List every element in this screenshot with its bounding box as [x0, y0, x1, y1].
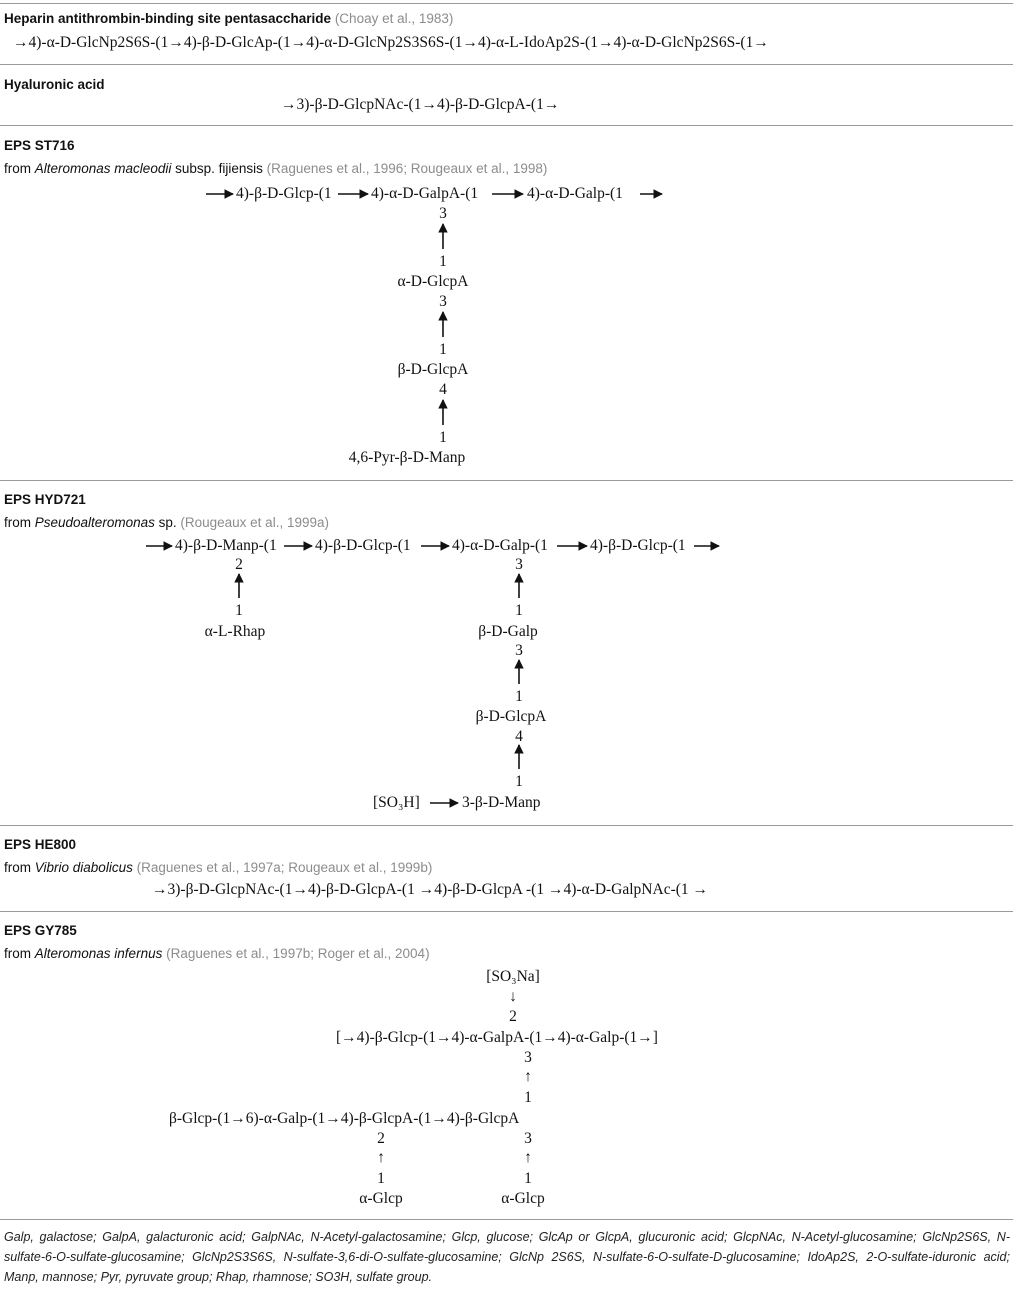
- table-footnote: Galp, galactose; GalpA, galacturonic acid; GalpNAc, N-Acetyl-galactosamine; Glcp, glucose; GlcAp or GlcpA, glucuronic acid; GlcpNAc, N-Acetyl-glucosamine; GlcNp2S6S, N-sulfate-6-O-sulfate-glucosamine; GlcNp2S3S6S, N-sulfate-3,6-di-O-sulfate-glucosamine; GlcNp 2S6S, N-sulfate-6-O-sulfate-D-glucosamine; IdoAp2S, 2-O-sulfate-iduronic acid; Manp, mannose; Pyr, pyruvate group; Rhap, rhamnose; SO3H, sulfate group.: [4, 1230, 1010, 1284]
- hyd721-main-3: 4)-α-D-Galp-(1: [452, 537, 548, 554]
- st716-pos-3b: 3: [439, 293, 447, 310]
- st716-citation-b: Rougeaux et al., 1998: [410, 161, 543, 176]
- gy785-up-arrow-icon: ↑: [524, 1068, 532, 1085]
- hyd721-main-2: 4)-β-D-Glcp-(1: [315, 537, 411, 554]
- hyd721-right-pos-4: 4: [515, 728, 523, 745]
- gy785-citation-b: Roger et al., 2004: [317, 946, 426, 961]
- st716-branch-1: α-D-GlcpA: [397, 273, 469, 290]
- gy785-main: [→4)-β-Glcp-(1→4)-α-GalpA-(1→4)-α-Galp-(1→]: [336, 1029, 658, 1046]
- hyd721-source: from Pseudoalteromonas sp. (Rougeaux et al., 1999a): [4, 515, 329, 530]
- gy785-down-arrow-icon: ↓: [509, 988, 517, 1005]
- hyd721-right-branch-1: β-D-Galp: [478, 623, 538, 640]
- he800-source: from Vibrio diabolicus (Raguenes et al., 1997a; Rougeaux et al., 1999b): [4, 860, 433, 875]
- gy785-pos-3a: 3: [524, 1049, 532, 1066]
- gy785-citation-a: Raguenes et al., 1997b: [170, 946, 311, 961]
- heparin-formula: →4)-α-D-GlcNp2S6S-(1→4)-β-D-GlcAp-(1→4)-α-D-GlcNp2S3S6S-(1→4)-α-L-IdoAp2S-(1→4)-α-D-GlcNp2S6S-(1→: [13, 34, 769, 51]
- gy785-pos-2b: 2: [377, 1130, 385, 1147]
- gy785-pos-3b: 3: [524, 1130, 532, 1147]
- hyd721-left-branch: α-L-Rhap: [204, 623, 266, 640]
- gy785-pos-1a: 1: [524, 1089, 532, 1106]
- st716-pos-1b: 1: [439, 341, 447, 358]
- hyd721-left-pos-2: 2: [235, 556, 243, 573]
- he800-formula: →3)-β-D-GlcpNAc-(1→4)-β-D-GlcpA-(1 →4)-β-D-GlcpA -(1 →4)-α-D-GalpNAc-(1 →: [152, 881, 709, 898]
- hyd721-right-pos-1a: 1: [515, 602, 523, 619]
- st716-pos-1c: 1: [439, 429, 447, 446]
- he800-title: EPS HE800: [4, 837, 77, 852]
- gy785-leaf-2: α-Glcp: [501, 1190, 545, 1207]
- he800-organism: Vibrio diabolicus: [34, 860, 133, 875]
- hyd721-main-4: 4)-β-D-Glcp-(1: [590, 537, 686, 554]
- gy785-side-chain: β-Glcp-(1→6)-α-Galp-(1→4)-β-GlcpA-(1→4)-β-GlcpA: [169, 1110, 520, 1127]
- st716-title: EPS ST716: [4, 138, 75, 153]
- gy785-up-arrow-icon: ↑: [524, 1149, 532, 1166]
- hyd721-main-1: 4)-β-D-Manp-(1: [175, 537, 277, 554]
- hyd721-right-pos-1b: 1: [515, 688, 523, 705]
- st716-branch-2: β-D-GlcpA: [397, 361, 469, 378]
- gy785-pos-2: 2: [509, 1008, 517, 1025]
- hyd721-right-pos-3b: 3: [515, 642, 523, 659]
- gy785-up-arrow-icon: ↑: [377, 1149, 385, 1166]
- hyd721-organism: Pseudoalteromonas: [34, 515, 155, 530]
- gy785-source: from Alteromonas infernus (Raguenes et al., 1997b; Roger et al., 2004): [4, 946, 430, 961]
- hyd721-citation-a: Rougeaux et al., 1999a: [184, 515, 325, 530]
- hyd721-left-pos-1: 1: [235, 602, 243, 619]
- st716-pos-4: 4: [439, 381, 447, 398]
- st716-source: from Alteromonas macleodii subsp. fijiensis (Raguenes et al., 1996; Rougeaux et al., 1998): [4, 161, 548, 176]
- st716-main-3: 4)-α-D-Galp-(1: [527, 185, 623, 202]
- gy785-pos-1c: 1: [524, 1170, 532, 1187]
- gy785-so3na: [SO₃Na]: [486, 968, 540, 985]
- st716-branch-3: 4,6-Pyr-β-D-Manp: [348, 449, 466, 466]
- heparin-citation: (Choay et al., 1983): [334, 11, 454, 26]
- hyaluronic-formula: →3)-β-D-GlcpNAc-(1→4)-β-D-GlcpA-(1→: [281, 96, 560, 113]
- st716-main-1: 4)-β-D-Glcp-(1: [236, 185, 332, 202]
- gy785-leaf-1: α-Glcp: [359, 1190, 403, 1207]
- gy785-organism: Alteromonas infernus: [34, 946, 163, 961]
- he800-citation-b: Rougeaux et al., 1999b: [288, 860, 428, 875]
- st716-pos-3a: 3: [439, 205, 447, 222]
- he800-citation-a: Raguenes et al., 1997a: [141, 860, 281, 875]
- hyd721-right-branch-2: β-D-GlcpA: [475, 708, 547, 725]
- hyd721-right-pos-1c: 1: [515, 773, 523, 790]
- gy785-pos-1b: 1: [377, 1170, 385, 1187]
- hyd721-right-pos-3a: 3: [515, 556, 523, 573]
- st716-organism: Alteromonas macleodii: [34, 161, 172, 176]
- st716-pos-1a: 1: [439, 253, 447, 270]
- heparin-title: Heparin antithrombin-binding site pentasaccharide (Choay et al., 1983): [4, 11, 454, 26]
- hyd721-right-branch-3: 3-β-D-Manp: [462, 794, 541, 811]
- st716-main-2: 4)-α-D-GalpA-(1: [371, 185, 479, 202]
- hyd721-title: EPS HYD721: [4, 492, 86, 507]
- hyaluronic-title: Hyaluronic acid: [4, 77, 105, 92]
- hyd721-so3h: [SO₃H]: [373, 794, 420, 811]
- gy785-title: EPS GY785: [4, 923, 77, 938]
- st716-citation-a: Raguenes et al., 1996: [271, 161, 404, 176]
